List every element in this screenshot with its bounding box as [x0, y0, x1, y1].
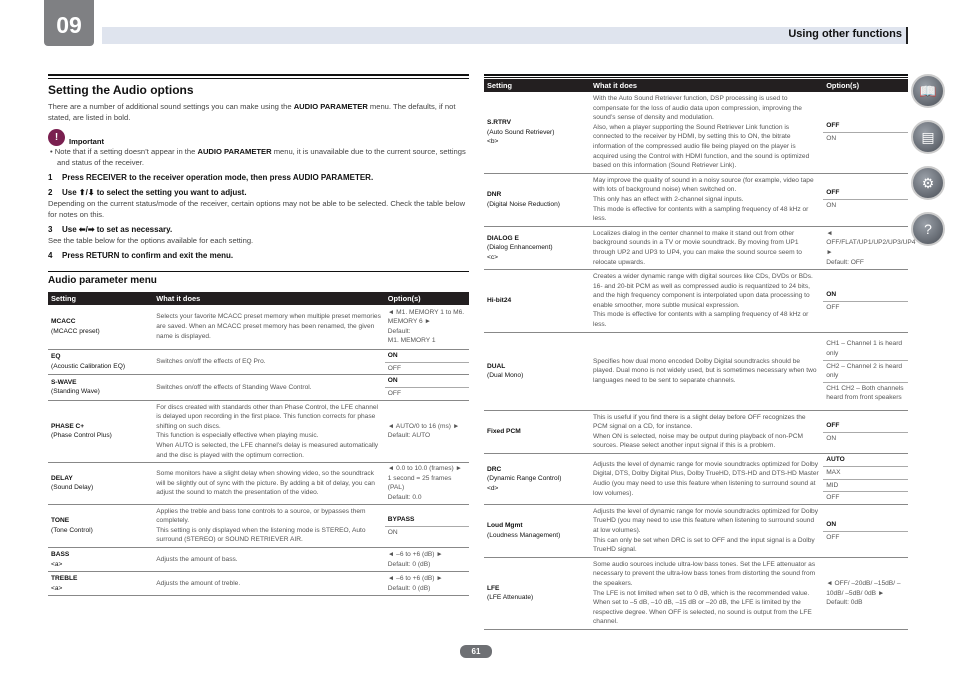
audio-parameter-table-right: [484, 79, 916, 630]
description-cell: Adjusts the level of dynamic range for movie soundtracks optimized for Dolby Digital, DTS, Dolby Digital Plus, Dolby TrueHD, DTS-HD and DTS-HD Master Audio (you may need to use this feature when listening to surround sound at low volumes).: [590, 454, 823, 505]
setting-cell: DELAY (Sound Delay): [48, 463, 153, 504]
setting-name: LFE: [487, 584, 500, 592]
option-value: OFF: [826, 421, 840, 429]
important-box: [48, 129, 469, 146]
step-note: Depending on the current status/mode of the receiver, certain options may not be able to be selected. Check the table below for notes on this.: [48, 199, 466, 219]
description-cell: Selects your favorite MCACC preset memory when multiple preset memories are saved. When an MCACC preset memory has been renamed, the given name is displayed.: [153, 305, 385, 349]
option-value: OFF: [385, 362, 469, 375]
option-value: ◄ AUTO/0 to 16 (ms) ► Default: AUTO: [387, 422, 460, 440]
step-1: 1 Press RECEIVER to the receiver operation mode, then press AUDIO PARAMETER.: [48, 173, 374, 182]
setting-cell: [484, 270, 590, 333]
options-cell: [823, 226, 916, 269]
setting-cell: PHASE C+ (Phase Control Plus): [48, 400, 153, 463]
option-value: ◄ 0.0 to 10.0 (frames) ► 1 second = 25 frames (PAL) Default: 0.0: [387, 465, 463, 502]
col-options: Option(s): [823, 79, 908, 92]
table-row: [48, 305, 469, 349]
options-cell: [385, 305, 469, 349]
page-title: Setting the Audio options: [48, 83, 194, 97]
option-value: ON: [387, 351, 398, 359]
options-cell: [385, 463, 469, 504]
right-rule: [484, 74, 908, 78]
col-setting: Setting: [48, 292, 153, 305]
option-value: OFF: [826, 189, 840, 197]
options-cell: [823, 454, 908, 505]
option-value: ◄ –6 to +6 (dB) ► Default: 0 (dB): [387, 575, 443, 592]
setting-name: EQ: [51, 353, 61, 361]
steps-list: [48, 172, 469, 261]
setting-name: Loud Mgmt: [487, 522, 523, 530]
options-cell: [385, 504, 469, 547]
table-row: [484, 332, 908, 410]
description-cell: With the Auto Sound Retriever function, DSP processing is used to compensate for the loss of audio data upon compression, improving the sound’s sense of density and modulation. Also, when a player supporting the Sound Retriever Link function is connected to the receiver by HDMI, by setting this to ON, the bitrate information of the compressed audio file being played on the player is acquired using the Control with HDMI function, and the sound is optimized based on this information (Sound Retriever Link).: [590, 92, 823, 173]
table-row: [484, 226, 908, 269]
setting-cell: LFE (LFE Attenuate): [484, 557, 590, 629]
table-row: [48, 400, 469, 463]
option-value: OFF: [823, 301, 908, 314]
description-cell: For discs created with standards other than Phase Control, the LFE channel is delayed upon recording in the first place. This function corrects for phase shifting on such discs. This function is especially effective when playing music. When AUTO is selected, the LFE channel’s delay is measured automatically and the disc is played with the optimum correction.: [153, 400, 385, 463]
description-cell: This is useful if you find there is a slight delay before OFF recognizes the PCM signal on a CD, for instance. When ON is selected, noise may be output during playback of non-PCM sources. Please select another input signal if this is a problem.: [590, 410, 823, 453]
options-cell: [823, 332, 908, 410]
options-cell: [385, 400, 469, 463]
option-value: OFF: [823, 491, 908, 504]
setting-name: TREBLE: [51, 575, 78, 583]
table-row: [48, 504, 469, 547]
option-value: AUTO: [826, 456, 845, 464]
step-4: 4 Press RETURN to confirm and exit the menu.: [48, 251, 234, 260]
table-row: [484, 92, 908, 173]
table-title: Audio parameter menu: [48, 275, 157, 286]
option-value: OFF: [385, 387, 469, 400]
left-column: [48, 74, 469, 596]
description-cell: Switches on/off the effects of Standing Wave Control.: [153, 375, 385, 401]
important-icon: !: [48, 129, 65, 146]
table-row: [484, 454, 908, 505]
setting-name: DELAY: [51, 474, 73, 482]
options-cell: [823, 173, 908, 226]
description-cell: Adjusts the amount of bass.: [153, 548, 385, 572]
options-cell: [385, 572, 469, 596]
option-value: OFF: [826, 122, 840, 130]
option-value: BYPASS: [387, 515, 415, 523]
table-row: [48, 349, 469, 375]
col-options: Option(s): [385, 292, 469, 305]
description-cell: Localizes dialog in the center channel to make it stand out from other background sounds in a TV or movie soundtrack. By moving from UP1 through UP2 and UP3 to UP4, you can make the sound source seem to relocate upwards.: [590, 226, 823, 269]
options-cell: [823, 270, 908, 333]
table-title-rule: [48, 271, 469, 272]
table-row: [484, 270, 908, 333]
option-value: CH2 – Channel 2 is heard only: [823, 360, 908, 382]
setting-name: S.RTRV: [487, 118, 512, 126]
description-cell: Applies the treble and bass tone controls to a source, or bypasses them completely. This setting is only displayed when the listening mode is STEREO, Auto surround (STEREO) or SOUND RETRIEVER AIR.: [153, 504, 385, 547]
setting-cell: TONE (Tone Control): [48, 504, 153, 547]
setting-name: Hi-bit24: [487, 297, 512, 305]
setting-cell: S.RTRV (Auto Sound Retriever) <b>: [484, 92, 590, 173]
setting-cell: DIALOG E (Dialog Enhancement) <c>: [484, 226, 590, 269]
options-cell: [823, 410, 908, 453]
option-value: CH1 CH2 – Both channels heard from front speakers: [823, 382, 908, 404]
page-number: 61: [460, 645, 492, 658]
option-value: ◄ OFF/FLAT/UP1/UP2/UP3/UP4 ► Default: OFF: [826, 229, 916, 266]
options-cell: [385, 375, 469, 401]
table-row: [48, 548, 469, 572]
option-value: ◄ –6 to +6 (dB) ► Default: 0 (dB): [387, 551, 443, 568]
table-row: [48, 572, 469, 596]
faq-icon[interactable]: ?: [911, 212, 945, 246]
table-row: [48, 463, 469, 504]
table-row: [48, 375, 469, 401]
settings-icon[interactable]: ⚙: [911, 166, 945, 200]
option-value: ON: [385, 526, 469, 539]
setting-cell: BASS <a>: [48, 548, 153, 572]
setting-name: BASS: [51, 551, 70, 558]
description-cell: Switches on/off the effects of EQ Pro.: [153, 349, 385, 375]
col-what: What it does: [590, 79, 823, 92]
options-cell: [385, 349, 469, 375]
table-row: [484, 173, 908, 226]
option-value: ON: [823, 132, 908, 145]
setting-name: Fixed PCM: [487, 428, 521, 436]
setting-cell: DNR (Digital Noise Reduction): [484, 173, 590, 226]
setting-name: DIALOG E: [487, 234, 519, 242]
option-value: ON: [826, 520, 837, 528]
options-cell: [823, 557, 908, 629]
setting-name: MCACC: [51, 318, 76, 326]
option-value: ON: [387, 377, 398, 385]
options-cell: [823, 92, 908, 173]
setting-cell: MCACC (MCACC preset): [48, 305, 153, 349]
description-cell: Creates a wider dynamic range with digital sources like CDs, DVDs or BDs. 16- and 20-bit PCM as well as compressed audio is requantized to 24 bits, and the high frequency component is interpolated upon data processing to enable smoother, more subtle musical expression. This mode is effective for contents with a sampling frequency of 48 kHz or less.: [590, 270, 823, 333]
setting-name: DNR: [487, 191, 502, 199]
side-nav: [911, 74, 949, 258]
col-setting: Setting: [484, 79, 590, 92]
important-label: Important: [69, 137, 105, 146]
option-value: ON: [826, 290, 837, 298]
description-cell: Some audio sources include ultra-low bass tones. Set the LFE attenuator as necessary to prevent the ultra-low bass tones from distorting the sound from the speakers. The LFE is not limited when set to 0 dB, which is the recommended value. When set to –5 dB, –10 dB, –15 dB or –20 dB, the LFE is limited by the respective degree. When OFF is selected, no sound is output from the LFE channel.: [590, 557, 823, 629]
option-value: ◄ OFF/ –20dB/ –15dB/ –10dB/ –5dB/ 0dB ► Default: 0dB: [826, 579, 901, 607]
header-bar: [102, 27, 908, 44]
step-3: 3 Use ⬅/➡ to set as necessary.: [48, 225, 173, 234]
setting-cell: TREBLE <a>: [48, 572, 153, 596]
setting-name: DUAL: [487, 362, 506, 370]
description-cell: May improve the quality of sound in a noisy source (for example, video tape with lots of background noise) when switched on. This only has an effect with 2-channel signal inputs. This mode is effective for contents with a sampling frequency of 48 kHz or less.: [590, 173, 823, 226]
setting-cell: EQ (Acoustic Calibration EQ): [48, 349, 153, 375]
chapter-number: 09: [44, 0, 94, 46]
important-note: • Note that if a setting doesn’t appear in the AUDIO PARAMETER menu, it is unavailable due to the current source, settings and status of the receiver.: [50, 147, 466, 167]
table-row: [484, 504, 908, 557]
table-row: [484, 557, 908, 629]
setting-cell: [484, 410, 590, 453]
options-cell: [823, 504, 908, 557]
setting-name: TONE: [51, 517, 70, 525]
setting-name: PHASE C+: [51, 422, 85, 430]
option-value: CH1 – Channel 1 is heard only: [826, 340, 903, 357]
book-icon[interactable]: 📖: [911, 74, 945, 108]
options-cell: [385, 548, 469, 572]
setting-name: S-WAVE: [51, 378, 77, 386]
setting-cell: Loud Mgmt (Loudness Management): [484, 504, 590, 557]
description-cell: Some monitors have a slight delay when showing video, so the soundtrack will be slightly out of sync with the picture. By adding a bit of delay, you can adjust the sound to match the presentation of the video.: [153, 463, 385, 504]
audio-parameter-table-left: [48, 292, 469, 596]
section-title: Using other functions: [788, 28, 902, 40]
option-value: ON: [823, 432, 908, 445]
option-value: ◄ M1. MEMORY 1 to M6. MEMORY 6 ► Default: M1. MEMORY 1: [387, 308, 465, 345]
step-2: 2 Use ⬆/⬇ to select the setting you want to adjust.: [48, 188, 247, 197]
description-cell: Adjusts the amount of treble.: [153, 572, 385, 596]
remote-icon[interactable]: ▤: [911, 120, 945, 154]
option-value: OFF: [823, 531, 908, 544]
intro-text: There are a number of additional sound settings you can make using the AUDIO PARAMETER menu. The defaults, if not stated, are listed in bold.: [48, 102, 456, 122]
setting-name: DRC: [487, 465, 502, 473]
col-what: What it does: [153, 292, 385, 305]
setting-cell: DUAL (Dual Mono): [484, 332, 590, 410]
setting-cell: DRC (Dynamic Range Control) <d>: [484, 454, 590, 505]
right-column: [484, 74, 916, 630]
option-value: ON: [823, 199, 908, 212]
step-note: See the table below for the options available for each setting.: [48, 236, 254, 245]
setting-cell: S-WAVE (Standing Wave): [48, 375, 153, 401]
title-rule: [48, 74, 469, 79]
table-row: [484, 410, 908, 453]
description-cell: Specifies how dual mono encoded Dolby Digital soundtracks should be played. Dual mono is not widely used, but is sometimes necessary when two languages need to be sent to separate channels.: [590, 332, 823, 410]
option-value: MAX: [823, 466, 908, 479]
description-cell: Adjusts the level of dynamic range for movie soundtracks optimized for Dolby TrueHD (you may need to use this feature when listening to surround sound at low volumes). This can only be set when DRC is set to OFF and the input signal is a Dolby TrueHD signal.: [590, 504, 823, 557]
option-value: MID: [823, 479, 908, 492]
